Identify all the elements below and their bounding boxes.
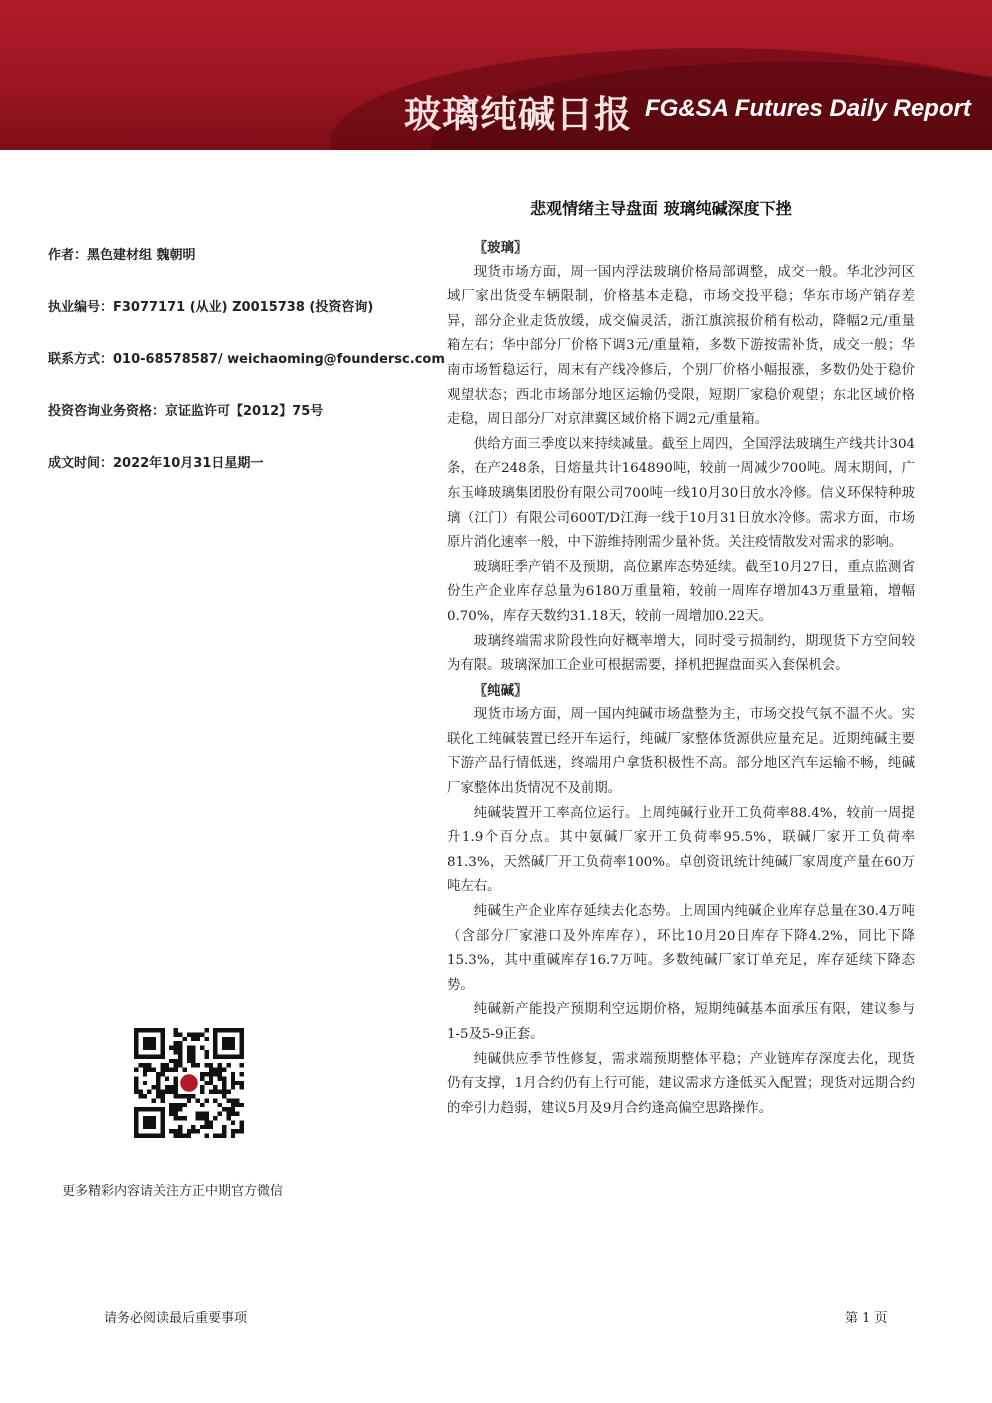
qr-module (134, 1090, 138, 1094)
qr-module (209, 1063, 213, 1067)
qr-module (187, 1129, 191, 1133)
qr-module (143, 1072, 147, 1076)
qr-module (134, 1085, 138, 1089)
paragraph: 玻璃旺季产销不及预期，高位累库态势延续。截至10月27日，重点监测省份生产企业库存总量为6180万重量箱，较前一周库存增加43万重量箱，增幅0.70%，库存天数约31.18天，较前一周增加0.22天。 (447, 559, 915, 624)
qr-module (160, 1068, 164, 1072)
qr-module (174, 1112, 178, 1116)
qr-module (204, 1028, 208, 1032)
qr-module (138, 1094, 142, 1098)
qr-module (231, 1129, 235, 1133)
qr-module (218, 1090, 222, 1094)
qr-module (200, 1116, 204, 1120)
qr-module (174, 1041, 178, 1045)
qr-module (165, 1076, 169, 1080)
qr-module (174, 1107, 178, 1111)
qr-module (160, 1090, 164, 1094)
qualification-line: 投资咨询业务资格：京证监许可【2012】75号 (48, 404, 324, 419)
qr-module (160, 1072, 164, 1076)
qr-module (218, 1103, 222, 1107)
qr-module (174, 1090, 178, 1094)
qr-module (204, 1125, 208, 1129)
qr-module (204, 1134, 208, 1138)
qr-module (218, 1068, 222, 1072)
qr-module (134, 1076, 138, 1080)
qr-module (160, 1094, 164, 1098)
qr-module (191, 1054, 195, 1058)
qr-module (226, 1116, 230, 1120)
qr-module (178, 1125, 182, 1129)
qr-module (147, 1063, 151, 1067)
qr-module (191, 1050, 195, 1054)
qr-module (204, 1081, 208, 1085)
qr-module (182, 1068, 186, 1072)
date-line: 成文时间：2022年10月31日星期一 (48, 456, 264, 471)
qr-module (138, 1063, 142, 1067)
qr-module (204, 1037, 208, 1041)
qr-module (213, 1072, 217, 1076)
page-number: 第 1 页 (845, 1311, 888, 1326)
qr-finder (222, 1037, 235, 1050)
qr-module (191, 1125, 195, 1129)
qr-module (191, 1094, 195, 1098)
qr-module (178, 1107, 182, 1111)
qr-module (218, 1076, 222, 1080)
company-logo-icon (180, 1074, 198, 1092)
qr-module (187, 1046, 191, 1050)
qr-module (156, 1090, 160, 1094)
qr-module (174, 1076, 178, 1080)
qr-module (156, 1085, 160, 1089)
qr-module (169, 1068, 173, 1072)
qr-module (182, 1037, 186, 1041)
qr-module (240, 1129, 244, 1133)
qr-module (226, 1063, 230, 1067)
qr-module (200, 1072, 204, 1076)
qr-module (204, 1054, 208, 1058)
qr-module (152, 1098, 156, 1102)
qr-module (165, 1090, 169, 1094)
qr-module (134, 1081, 138, 1085)
qr-module (209, 1072, 213, 1076)
qr-module (231, 1134, 235, 1138)
qr-module (231, 1085, 235, 1089)
qr-module (169, 1103, 173, 1107)
qr-module (231, 1072, 235, 1076)
qr-module (143, 1094, 147, 1098)
qr-module (240, 1072, 244, 1076)
report-title-en: FG&SA Futures Daily Report (645, 95, 971, 122)
report-title-cn: 玻璃纯碱日报 (404, 93, 632, 136)
qr-module (240, 1063, 244, 1067)
qr-module (187, 1094, 191, 1098)
qr-module (165, 1063, 169, 1067)
qr-module (174, 1129, 178, 1133)
qr-module (147, 1068, 151, 1072)
qr-module (182, 1116, 186, 1120)
qr-module (178, 1032, 182, 1036)
qr-module (187, 1054, 191, 1058)
qr-module (209, 1120, 213, 1124)
qr-module (204, 1050, 208, 1054)
qr-module (174, 1032, 178, 1036)
paragraph: 现货市场方面，周一国内纯碱市场盘整为主，市场交投气氛不温不火。实联化工纯碱装置已经开车运行，纯碱厂家整体货源供应量充足。近期纯碱主要下游产品行情低迷，终端用户拿货积极性不高。部分地区汽车运输不畅，纯碱厂家整体出货情况不及前期。 (447, 707, 915, 797)
qr-module (187, 1050, 191, 1054)
qr-module (196, 1112, 200, 1116)
qr-module (147, 1090, 151, 1094)
qr-module (222, 1125, 226, 1129)
qr-module (209, 1081, 213, 1085)
qr-module (226, 1112, 230, 1116)
qr-module (209, 1125, 213, 1129)
qr-module (178, 1103, 182, 1107)
qr-module (222, 1134, 226, 1138)
qr-module (191, 1129, 195, 1133)
qr-module (235, 1129, 239, 1133)
qr-module (178, 1046, 182, 1050)
qr-module (174, 1134, 178, 1138)
qr-finder (143, 1037, 156, 1050)
qr-module (156, 1081, 160, 1085)
qr-module (196, 1063, 200, 1067)
qr-module (200, 1125, 204, 1129)
qr-module (165, 1085, 169, 1089)
qr-module (182, 1103, 186, 1107)
footer-notice: 请务必阅读最后重要事项 (104, 1311, 248, 1326)
author-line: 作者：黑色建材组 魏朝明 (48, 248, 196, 263)
qr-module (200, 1112, 204, 1116)
qr-module (196, 1032, 200, 1036)
paragraph: 纯碱新产能投产预期利空远期价格，短期纯碱基本面承压有限，建议参与1-5及5-9正套。 (447, 1002, 915, 1042)
qr-module (231, 1076, 235, 1080)
qr-module (226, 1098, 230, 1102)
qr-module (204, 1116, 208, 1120)
qr-module (160, 1098, 164, 1102)
qr-module (222, 1090, 226, 1094)
qr-module (191, 1037, 195, 1041)
qr-module (226, 1107, 230, 1111)
qr-module (143, 1068, 147, 1072)
qr-module (200, 1076, 204, 1080)
qr-module (174, 1103, 178, 1107)
qr-module (191, 1063, 195, 1067)
section-title-glass: 〖玻璃〗 (473, 240, 528, 256)
qr-module (178, 1041, 182, 1045)
qr-module (226, 1090, 230, 1094)
qr-module (174, 1028, 178, 1032)
qr-module (178, 1116, 182, 1120)
qr-module (174, 1094, 178, 1098)
qr-module (200, 1046, 204, 1050)
article-headline: 悲观情绪主导盘面 玻璃纯碱深度下挫 (530, 199, 792, 218)
qr-module (196, 1129, 200, 1133)
qr-module (222, 1068, 226, 1072)
qr-module (231, 1120, 235, 1124)
qr-module (196, 1037, 200, 1041)
qr-module (231, 1081, 235, 1085)
qr-module (213, 1098, 217, 1102)
qr-module (240, 1103, 244, 1107)
qr-module (213, 1085, 217, 1089)
qr-module (200, 1090, 204, 1094)
qr-finder (143, 1116, 156, 1129)
qr-module (182, 1134, 186, 1138)
qr-module (174, 1059, 178, 1063)
qr-module (152, 1085, 156, 1089)
qr-module (218, 1112, 222, 1116)
qr-module (218, 1134, 222, 1138)
qr-module (213, 1134, 217, 1138)
qr-module (196, 1098, 200, 1102)
qr-module (182, 1094, 186, 1098)
qr-module (174, 1063, 178, 1067)
qr-module (187, 1098, 191, 1102)
paragraph: 现货市场方面，周一国内浮法玻璃价格局部调整，成交一般。华北沙河区域厂家出货受车辆限制，价格基本走稳，市场交投平稳；华东市场产销存差异，部分企业走货放缓，成交偏灵活，浙江旗滨报价稍有松动，降幅2元/重量箱左右；华中部分厂价格下调3元/重量箱，多数下游按需补货，成交一般；华南市场暂稳运行，周末有产线冷修后，个别厂价格小幅报涨，多数仍处于稳价观望状态；西北市场部分地区运输仍受限，短期厂家稳价观望；东北区域价格走稳，周日部分厂对京津冀区域价格下调2元/重量箱。 (447, 264, 915, 428)
qr-module (204, 1098, 208, 1102)
qr-module (222, 1076, 226, 1080)
qr-module (160, 1063, 164, 1067)
qr-module (156, 1076, 160, 1080)
qr-module (222, 1081, 226, 1085)
qr-module (156, 1072, 160, 1076)
qr-module (174, 1046, 178, 1050)
qr-module (209, 1076, 213, 1080)
qr-module (204, 1063, 208, 1067)
qr-module (204, 1072, 208, 1076)
qr-module (152, 1068, 156, 1072)
qr-module (231, 1103, 235, 1107)
qr-module (240, 1125, 244, 1129)
qr-module (143, 1081, 147, 1085)
qr-module (235, 1081, 239, 1085)
wechat-qr-code[interactable] (134, 1028, 244, 1138)
qr-module (213, 1090, 217, 1094)
qr-module (204, 1120, 208, 1124)
qr-module (178, 1094, 182, 1098)
qr-caption: 更多精彩内容请关注方正中期官方微信 (62, 1184, 284, 1199)
qr-module (169, 1059, 173, 1063)
qr-module (174, 1050, 178, 1054)
qr-module (169, 1090, 173, 1094)
qr-module (240, 1081, 244, 1085)
qr-module (218, 1072, 222, 1076)
qr-module (231, 1098, 235, 1102)
qr-module (138, 1090, 142, 1094)
qr-module (143, 1063, 147, 1067)
qr-module (204, 1112, 208, 1116)
qr-module (213, 1116, 217, 1120)
qr-module (134, 1068, 138, 1072)
qr-module (178, 1134, 182, 1138)
qr-module (235, 1103, 239, 1107)
qr-module (222, 1094, 226, 1098)
qr-module (222, 1107, 226, 1111)
qr-module (187, 1134, 191, 1138)
qr-module (178, 1059, 182, 1063)
paragraph: 供给方面三季度以来持续减量。截至上周四，全国浮法玻璃生产线共计304条，在产248条，日熔量共计164890吨，较前一周减少700吨。周末期间，广东玉峰玻璃集团股份有限公司700吨一线10月30日放水冷修。信义环保特种玻璃（江门）有限公司600T/D江海一线于10月31日放水冷修。需求方面，市场原片消化速率一般，中下游维持刚需少量补货。关注疫情散发对需求的影响。 (447, 436, 915, 551)
qr-module (187, 1059, 191, 1063)
qr-module (200, 1085, 204, 1089)
qr-module (200, 1032, 204, 1036)
contact-line: 联系方式：010-68578587/ weichaoming@foundersc.com (48, 352, 445, 367)
qr-module (240, 1120, 244, 1124)
paragraph: 纯碱供应季节性修复，需求端预期整体平稳；产业链库存深度去化，现货仍有支撑，1月合约仍有上行可能，建议需求方逢低买入配置；现货对远期合约的牵引力趋弱，建议5月及9月合约逢高偏空思路操作。 (447, 1051, 915, 1116)
qr-module (169, 1046, 173, 1050)
qr-module (169, 1112, 173, 1116)
license-line: 执业编号：F3077171 (从业) Z0015738 (投资咨询) (48, 300, 374, 315)
qr-module (174, 1068, 178, 1072)
paragraph: 纯碱装置开工率高位运行。上周纯碱行业开工负荷率88.4%，较前一周提升1.9个百分点。其中氨碱厂家开工负荷率95.5%，联碱厂家开工负荷率81.3%，天然碱厂开工负荷率100%。卓创资讯统计纯碱厂家周度产量在60万吨左右。 (447, 805, 915, 895)
qr-module (178, 1050, 182, 1054)
qr-module (174, 1081, 178, 1085)
section-title-soda: 〖纯碱〗 (473, 682, 528, 699)
qr-module (174, 1085, 178, 1089)
qr-module (178, 1054, 182, 1058)
report-body (447, 236, 915, 1121)
paragraph: 纯碱生产企业库存延续去化态势。上周国内纯碱企业库存总量在30.4万吨（含部分厂家港口及外库库存），环比10月20日库存下降4.2%，同比下降15.3%，其中重碱库存16.7万吨。多数纯碱厂家订单充足，库存延续下降态势。 (447, 904, 915, 993)
qr-module (178, 1129, 182, 1133)
qr-module (169, 1107, 173, 1111)
qr-module (174, 1116, 178, 1120)
qr-module (178, 1063, 182, 1067)
qr-module (196, 1116, 200, 1120)
qr-module (169, 1085, 173, 1089)
qr-module (231, 1112, 235, 1116)
header-banner (0, 0, 992, 150)
qr-module (209, 1090, 213, 1094)
qr-module (231, 1107, 235, 1111)
paragraph: 玻璃终端需求阶段性向好概率增大，同时受亏损制约，期现货下方空间较为有限。玻璃深加工企业可根据需要，择机把握盘面买入套保机会。 (447, 633, 915, 674)
qr-module (222, 1085, 226, 1089)
qr-module (169, 1129, 173, 1133)
qr-module (200, 1103, 204, 1107)
qr-module (156, 1094, 160, 1098)
qr-module (165, 1068, 169, 1072)
qr-module (187, 1032, 191, 1036)
qr-module (240, 1085, 244, 1089)
qr-module (191, 1046, 195, 1050)
qr-module (222, 1129, 226, 1133)
qr-module (213, 1068, 217, 1072)
qr-module (209, 1068, 213, 1072)
qr-module (235, 1112, 239, 1116)
qr-module (218, 1063, 222, 1067)
qr-module (191, 1032, 195, 1036)
qr-module (235, 1098, 239, 1102)
qr-module (191, 1059, 195, 1063)
